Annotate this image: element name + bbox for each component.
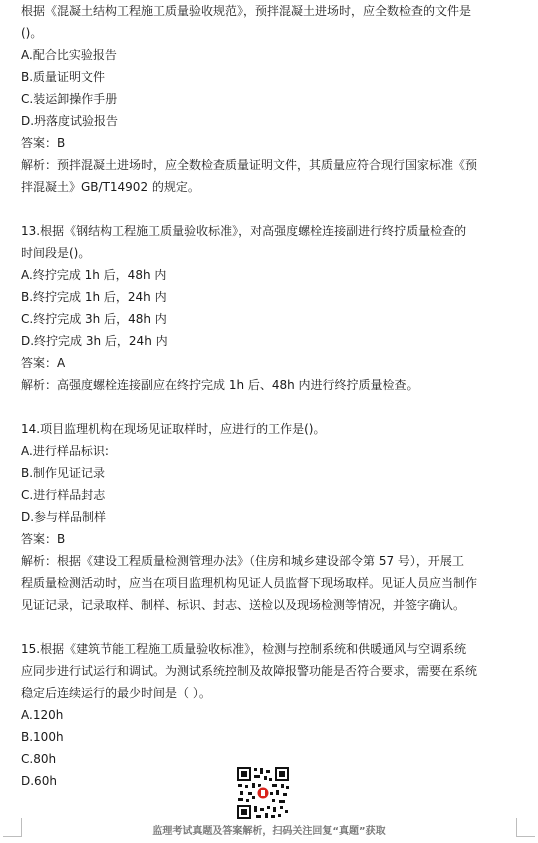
option-d: D.参与样品制样 <box>21 510 107 524</box>
answer: 答案：A <box>21 356 66 370</box>
question-stem: 时间段是()。 <box>21 246 91 260</box>
option-a: A.进行样品标识: <box>21 444 109 458</box>
question-13 <box>21 220 517 396</box>
analysis: 见证记录，记录取样、制样、标识、封志、送检以及现场检测等情况，并签字确认。 <box>21 598 466 612</box>
option-d: D.坍落度试验报告 <box>21 114 119 128</box>
option-a: A.终拧完成 1h 后，48h 内 <box>21 268 167 282</box>
question-stem: 根据《混凝土结构工程施工质量验收规范》，预拌混凝土进场时，应全数检查的文件是 <box>21 4 472 18</box>
footer-caption: 监理考试真题及答案解析，扫码关注回复“真题”获取 <box>152 826 386 837</box>
question-content <box>21 0 517 792</box>
analysis: 程质量检测活动时，应当在项目监理机构见证人员监督下现场取样。见证人员应当制作 <box>21 576 478 590</box>
option-c: C.装运卸操作手册 <box>21 92 118 106</box>
option-b: B.100h <box>21 730 64 744</box>
option-b: B.终拧完成 1h 后，24h 内 <box>21 290 167 304</box>
answer: 答案：B <box>21 136 66 150</box>
option-d: D.终拧完成 3h 后，24h 内 <box>21 334 168 348</box>
page-corner-mark <box>3 818 22 837</box>
question-stem: ()。 <box>21 26 43 40</box>
option-b: B.制作见证记录 <box>21 466 106 480</box>
question-stem: 稳定后连续运行的最少时间是（ ）。 <box>21 686 211 700</box>
question-stem: 15.根据《建筑节能工程施工质量验收标准》，检测与控制系统和供暖通风与空调系统 <box>21 642 467 656</box>
analysis: 解析：高强度螺栓连接副应在终拧完成 1h 后、48h 内进行终拧质量检查。 <box>21 378 419 392</box>
page-corner-mark <box>516 818 535 837</box>
question-stem: 14.项目监理机构在现场见证取样时，应进行的工作是()。 <box>21 422 326 436</box>
option-c: C.80h <box>21 752 57 766</box>
option-a: A.120h <box>21 708 64 722</box>
option-b: B.质量证明文件 <box>21 70 106 84</box>
question-stem: 应同步进行试运行和调试。为测试系统控制及故障报警功能是否符合要求，需要在系统 <box>21 664 478 678</box>
qr-code-icon <box>236 766 290 820</box>
option-c: C.进行样品封志 <box>21 488 106 502</box>
analysis: 拌混凝土》GB/T14902 的规定。 <box>21 180 200 194</box>
question-12 <box>21 0 517 198</box>
question-stem: 13.根据《钢结构工程施工质量验收标准》，对高强度螺栓连接副进行终拧质量检查的 <box>21 224 467 238</box>
analysis: 解析：根据《建设工程质量检测管理办法》（住房和城乡建设部令第 57 号），开展工 <box>21 554 464 568</box>
answer: 答案：B <box>21 532 66 546</box>
analysis: 解析：预拌混凝土进场时，应全数检查质量证明文件，其质量应符合现行国家标准《预 <box>21 158 478 172</box>
option-a: A.配合比实验报告 <box>21 48 117 62</box>
question-14 <box>21 418 517 616</box>
option-d: D.60h <box>21 774 57 788</box>
option-c: C.终拧完成 3h 后，48h 内 <box>21 312 167 326</box>
